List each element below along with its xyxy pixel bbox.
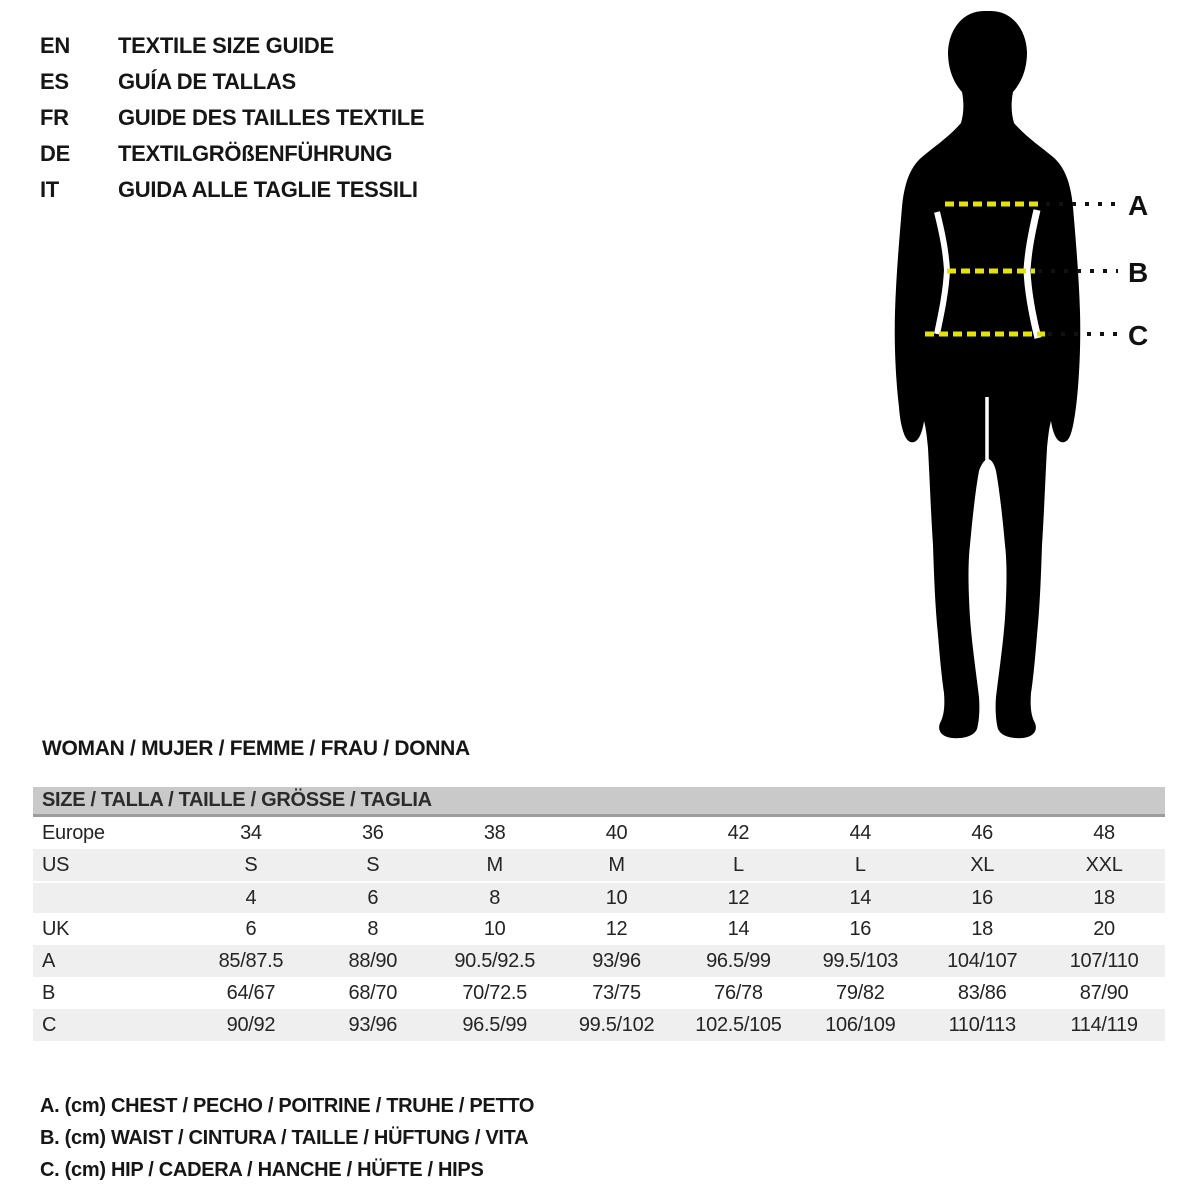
- row-label: B: [42, 982, 56, 1004]
- size-value: 14: [849, 887, 872, 909]
- language-title: TEXTILE SIZE GUIDE: [118, 33, 334, 58]
- note-hip: C. (cm) HIP / CADERA / HANCHE / HÜFTE / HIPS: [40, 1159, 484, 1181]
- size-value: 4: [245, 887, 257, 909]
- size-value: 8: [489, 887, 501, 909]
- size-value: 8: [367, 918, 379, 940]
- size-value: 14: [727, 918, 750, 940]
- language-title: GUÍA DE TALLAS: [118, 69, 296, 94]
- size-value: 10: [483, 918, 506, 940]
- language-title: GUIDA ALLE TAGLIE TESSILI: [118, 177, 418, 202]
- language-code: ES: [40, 69, 69, 94]
- language-list: [40, 28, 424, 208]
- language-code: IT: [40, 177, 59, 202]
- size-value: 48: [1093, 822, 1115, 844]
- measure-value: 93/96: [348, 1014, 398, 1036]
- size-value: 18: [971, 918, 994, 940]
- measure-value: 68/70: [348, 982, 398, 1004]
- language-title: GUIDE DES TAILLES TEXTILE: [118, 105, 425, 130]
- language-row-de: [40, 136, 424, 172]
- size-value: 6: [367, 887, 379, 909]
- table-row-waist: [33, 977, 1165, 1009]
- row-label: Europe: [42, 822, 105, 844]
- size-table: [33, 787, 1165, 1041]
- measure-value: 93/96: [592, 950, 641, 972]
- language-code: FR: [40, 105, 69, 130]
- row-label: UK: [42, 918, 70, 940]
- measure-value: 70/72.5: [462, 982, 527, 1004]
- marker-label-hip: C: [1128, 320, 1149, 351]
- size-value: S: [244, 854, 258, 876]
- measure-value: 87/90: [1079, 982, 1129, 1004]
- size-value: 34: [240, 822, 262, 844]
- woman-silhouette-icon: [895, 11, 1081, 738]
- size-value: 44: [849, 822, 872, 844]
- measure-value: 64/67: [226, 982, 276, 1004]
- measure-value: 76/78: [714, 982, 763, 1004]
- table-row-us-numeric: [33, 881, 1165, 913]
- measure-value: 83/86: [957, 982, 1007, 1004]
- size-value: 18: [1093, 887, 1115, 909]
- size-value: 42: [727, 822, 750, 844]
- size-value: S: [366, 854, 380, 876]
- table-row-us: [33, 849, 1165, 881]
- size-value: 38: [483, 822, 506, 844]
- size-value: 46: [971, 822, 994, 844]
- size-value: M: [608, 854, 625, 876]
- measure-value: 73/75: [592, 982, 641, 1004]
- row-label: [33, 883, 190, 913]
- measurement-figure: [840, 0, 1200, 760]
- section-title: WOMAN / MUJER / FEMME / FRAU / DONNA: [42, 737, 470, 760]
- size-value: 16: [971, 887, 994, 909]
- measurement-notes: [40, 1090, 534, 1186]
- row-label: A: [42, 950, 56, 972]
- language-title: TEXTILGRÖßENFÜHRUNG: [118, 141, 393, 166]
- measure-value: 96.5/99: [706, 950, 771, 972]
- size-value: XXL: [1085, 854, 1123, 876]
- row-label: US: [42, 854, 70, 876]
- table-row-europe: [33, 817, 1165, 849]
- measure-value: 102.5/105: [695, 1014, 782, 1036]
- measure-value: 99.5/102: [578, 1014, 655, 1036]
- size-value: L: [854, 854, 866, 876]
- measure-value: 107/110: [1069, 950, 1139, 972]
- size-value: 16: [849, 918, 872, 940]
- measure-value: 114/119: [1070, 1014, 1138, 1036]
- language-row-it: [40, 172, 424, 208]
- size-value: 20: [1093, 918, 1115, 940]
- measure-value: 85/87.5: [218, 950, 284, 972]
- language-code: DE: [40, 141, 70, 166]
- table-header: SIZE / TALLA / TAILLE / GRÖSSE / TAGLIA: [33, 787, 1165, 817]
- measure-value: 88/90: [348, 950, 398, 972]
- size-value: 40: [605, 822, 628, 844]
- table-row-chest: [33, 945, 1165, 977]
- table-row-hip: [33, 1009, 1165, 1041]
- measure-value: 90/92: [226, 1014, 276, 1036]
- measure-value: 106/109: [825, 1014, 896, 1036]
- size-value: 12: [727, 887, 750, 909]
- size-value: L: [733, 854, 744, 876]
- measure-value: 79/82: [836, 982, 885, 1004]
- measure-value: 90.5/92.5: [454, 950, 536, 972]
- measure-value: 99.5/103: [822, 950, 899, 972]
- marker-label-waist: B: [1128, 257, 1149, 288]
- size-value: 6: [245, 918, 257, 940]
- language-row-es: [40, 64, 424, 100]
- marker-label-chest: A: [1128, 190, 1149, 221]
- language-row-fr: [40, 100, 424, 136]
- measure-value: 104/107: [947, 950, 1018, 972]
- table-row-uk: [33, 913, 1165, 945]
- language-code: EN: [40, 33, 70, 58]
- size-value: 12: [605, 918, 628, 940]
- size-value: 10: [605, 887, 628, 909]
- size-value: XL: [970, 854, 995, 876]
- measure-value: 110/113: [948, 1014, 1016, 1036]
- note-waist: B. (cm) WAIST / CINTURA / TAILLE / HÜFTUNG / VITA: [40, 1127, 529, 1149]
- row-label: C: [42, 1014, 57, 1036]
- measure-value: 96.5/99: [462, 1014, 527, 1036]
- size-value: 36: [361, 822, 384, 844]
- size-value: M: [486, 854, 503, 876]
- note-chest: A. (cm) CHEST / PECHO / POITRINE / TRUHE / PETTO: [40, 1095, 535, 1117]
- language-row-en: [40, 28, 424, 64]
